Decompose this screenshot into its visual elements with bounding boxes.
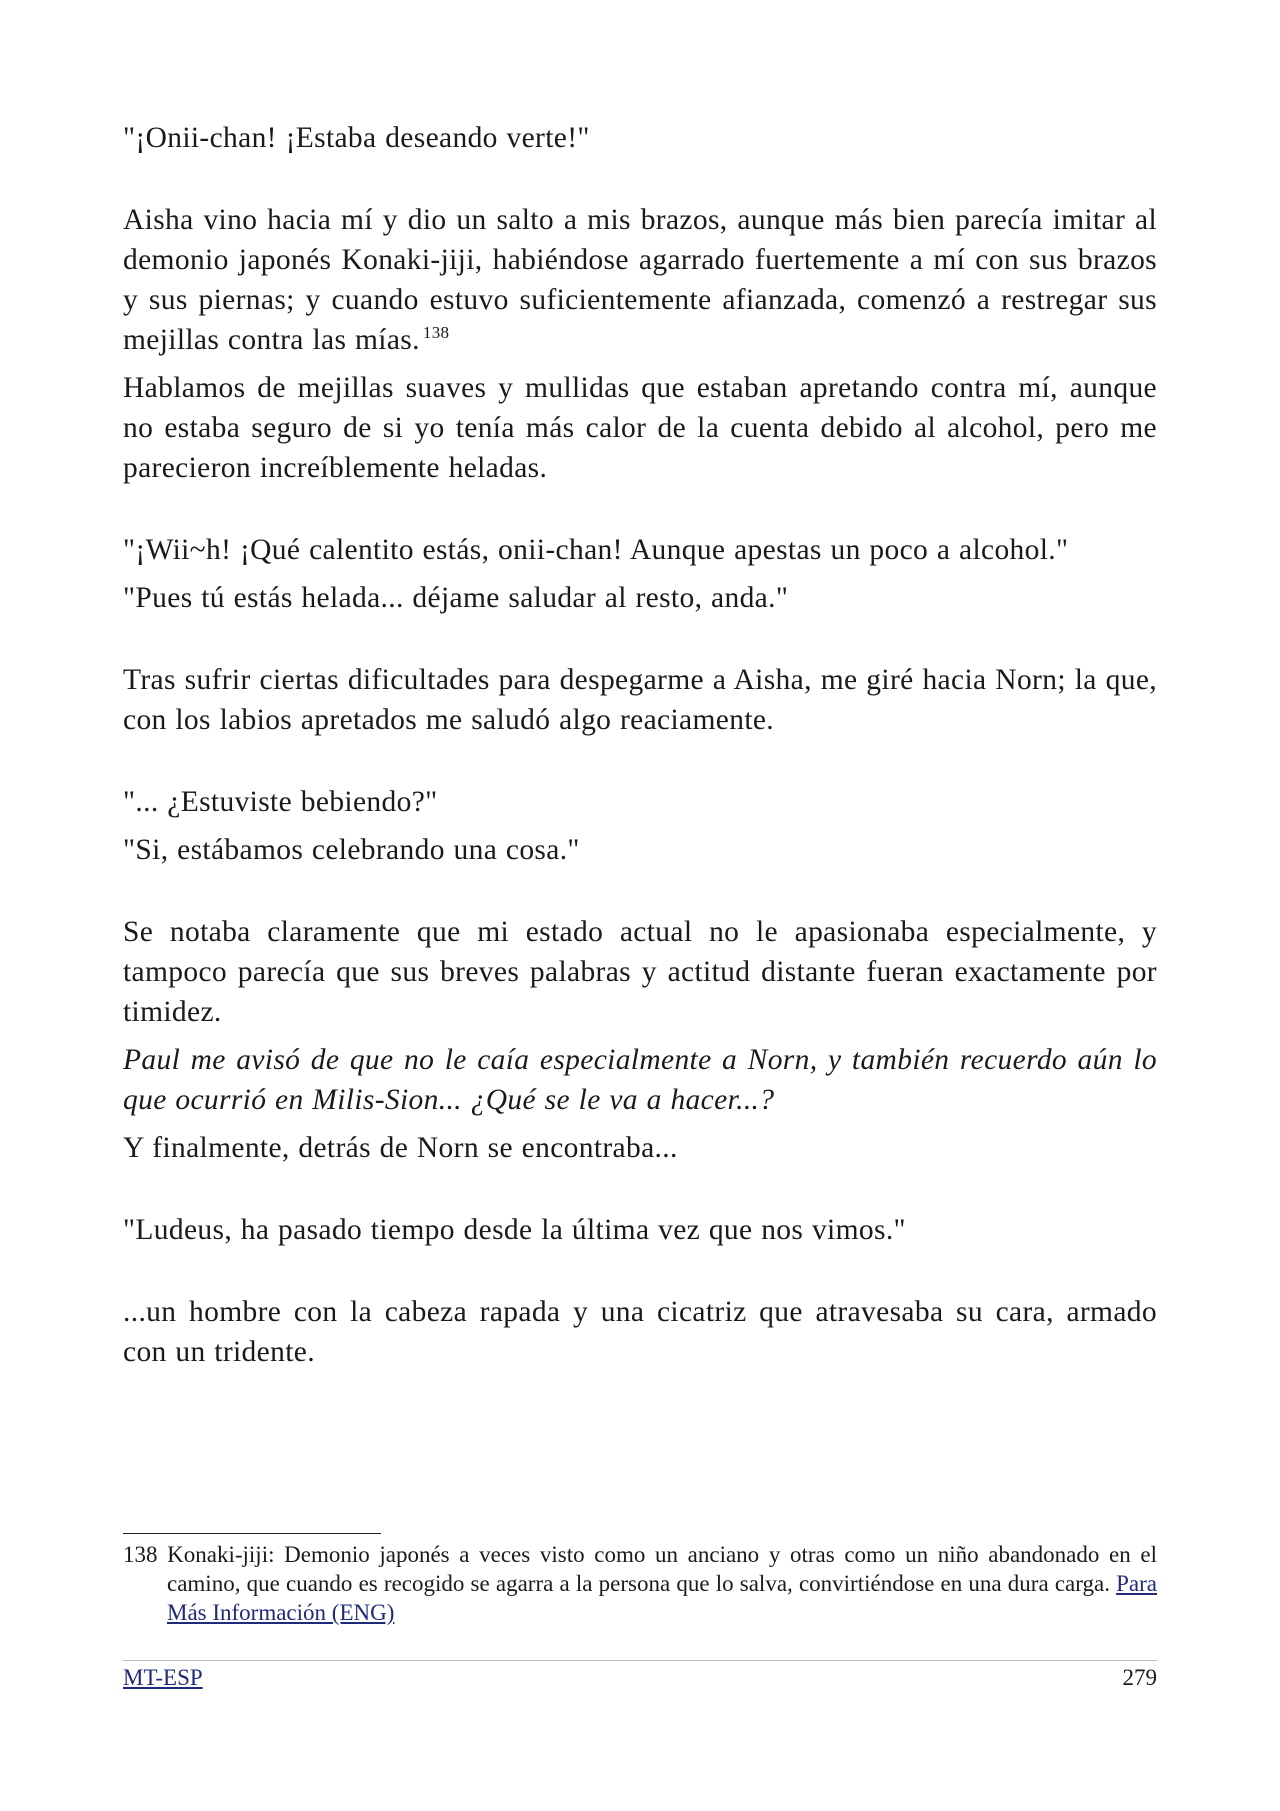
- paragraph: Hablamos de mejillas suaves y mullidas que estaban apretando contra mí, aunque no estaba seguro de si yo tenía más calor de la cuenta debido al alcohol, pero me parecieron increíblemente heladas.: [123, 372, 1157, 484]
- footer-divider: [123, 1660, 1157, 1661]
- paragraph: "Pues tú estás helada... déjame saludar al resto, anda.": [123, 582, 789, 614]
- more-info-link[interactable]: Para Más Información (ENG): [167, 1571, 1157, 1625]
- paragraph: "Si, estábamos celebrando una cosa.": [123, 834, 580, 866]
- paragraph: ...un hombre con la cabeza rapada y una cicatriz que atravesaba su cara, armado con un tridente.: [123, 1296, 1157, 1368]
- page-number: 279: [1122, 1665, 1157, 1690]
- footnote: [123, 1540, 1157, 1627]
- paragraph: "¡Onii-chan! ¡Estaba deseando verte!": [123, 122, 590, 154]
- paragraph: [123, 200, 1157, 360]
- page-body: [123, 118, 1157, 1372]
- page-footer: [123, 1662, 1157, 1694]
- footnote-number: 138: [123, 1542, 158, 1567]
- paragraph: "Ludeus, ha pasado tiempo desde la última vez que nos vimos.": [123, 1214, 906, 1246]
- footer-site-link[interactable]: MT-ESP: [123, 1665, 203, 1690]
- paragraph-italic: Paul me avisó de que no le caía especialmente a Norn, y también recuerdo aún lo que ocurrió en Milis-Sion... ¿Qué se le va a hacer...?: [123, 1044, 1157, 1116]
- footnote-reference[interactable]: 138: [422, 323, 450, 343]
- paragraph-text: Aisha vino hacia mí y dio un salto a mis brazos, aunque más bien parecía imitar al demonio japonés Konaki-jiji, habiéndose agarrado fuertemente a mí con sus brazos y sus piernas; y cuando estuvo suficientemente afianzada, comenzó a restregar sus mejillas contra las mías.: [123, 204, 1157, 356]
- paragraph: "... ¿Estuviste bebiendo?": [123, 786, 438, 818]
- paragraph: "¡Wii~h! ¡Qué calentito estás, onii-chan! Aunque apestas un poco a alcohol.": [123, 534, 1069, 566]
- paragraph: Tras sufrir ciertas dificultades para despegarme a Aisha, me giré hacia Norn; la que, con los labios apretados me saludó algo reaciamente.: [123, 664, 1157, 736]
- footnote-text: Konaki-jiji: Demonio japonés a veces visto como un anciano y otras como un niño abandonado en el camino, que cuando es recogido se agarra a la persona que lo salva, convirtiéndose en una dura carga.: [167, 1542, 1158, 1596]
- footnote-divider: [123, 1533, 381, 1534]
- paragraph: Se notaba claramente que mi estado actual no le apasionaba especialmente, y tampoco parecía que sus breves palabras y actitud distante fueran exactamente por timidez.: [123, 916, 1157, 1028]
- paragraph: Y finalmente, detrás de Norn se encontraba...: [123, 1132, 678, 1164]
